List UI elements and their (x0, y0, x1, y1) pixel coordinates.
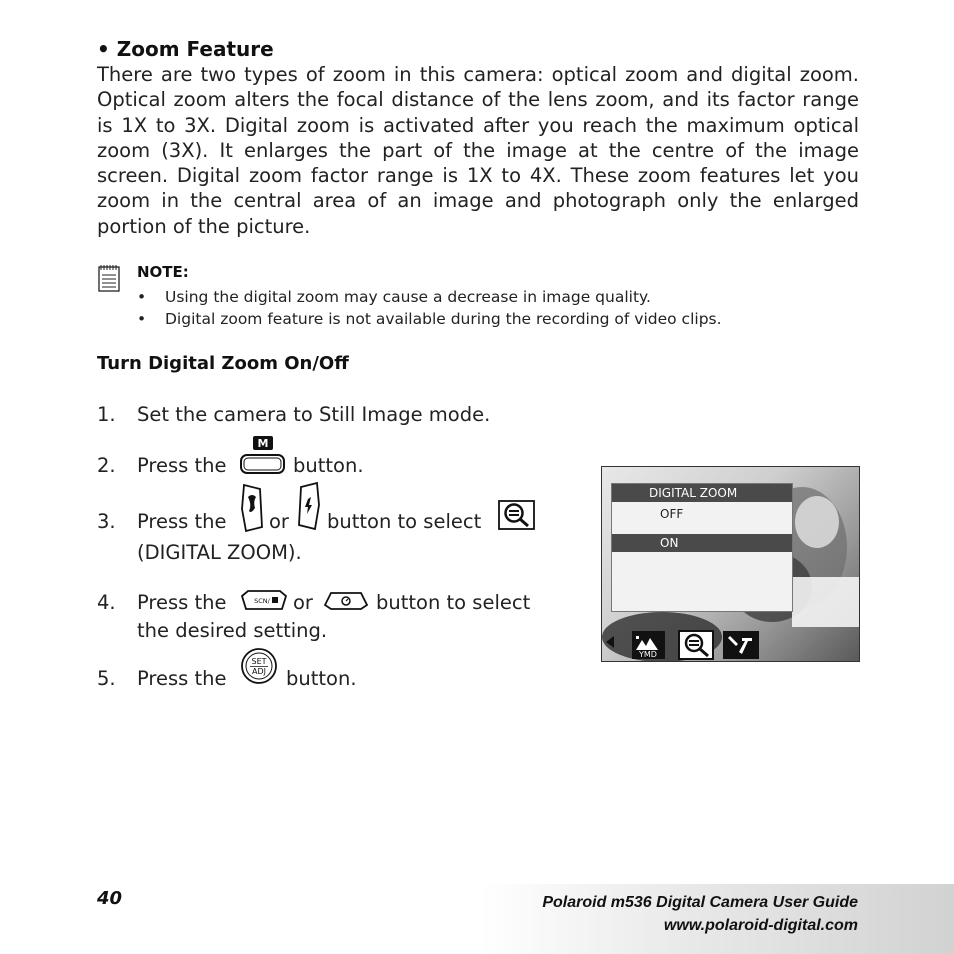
camera-screen-figure (601, 466, 860, 662)
step-text: (DIGITAL ZOOM). (137, 541, 302, 564)
down-button-icon (297, 481, 321, 536)
step-number: 5. (97, 667, 116, 690)
step-text: Set the camera to Still Image mode. (137, 403, 491, 426)
page-number: 40 (97, 888, 123, 909)
set-label: SET (251, 657, 267, 666)
step-text: Press the (137, 667, 227, 690)
left-scn-button-icon (240, 589, 288, 616)
adj-label: ADJ (252, 667, 266, 676)
step-text: Press the (137, 510, 227, 533)
note-icon (98, 264, 120, 292)
option-on-selected[interactable]: ON (612, 534, 792, 552)
menu-title: DIGITAL ZOOM (612, 484, 792, 502)
note-item: Digital zoom feature is not available during the recording of video clips. (165, 310, 722, 328)
menu-key-label: M (257, 437, 269, 450)
step-text: or (269, 510, 289, 533)
option-off[interactable]: OFF (660, 507, 684, 521)
step-text: or (293, 591, 313, 614)
step-text: Press the (137, 591, 227, 614)
guide-title: Polaroid m536 Digital Camera User Guide (542, 894, 858, 911)
note-item: Using the digital zoom may cause a decrease in image quality. (165, 288, 651, 306)
procedure-title: Turn Digital Zoom On/Off (97, 353, 349, 374)
intro-paragraph: There are two types of zoom in this camera: optical zoom and digital zoom. Optical zoom alters the focal distance of the lens zoom, and its factor range is 1X to 3X. Digital zoom is activated after you reach the maximum optical zoom (3X). It enlarges the part of the image at the centre of the image screen. Digital zoom factor range is 1X to 4X. These zoom features let you zoom in the central area of an image and photograph only the enlarged portion of the picture. (97, 63, 859, 238)
step-number: 4. (97, 591, 116, 614)
step-text: button. (286, 667, 357, 690)
step-text: the desired setting. (137, 619, 328, 642)
step-text: Press the (137, 454, 227, 477)
scn-label: SCN/ (254, 597, 270, 605)
bullet-icon: • (137, 288, 147, 306)
section-heading: • Zoom Feature (97, 37, 274, 61)
note-title: NOTE: (137, 263, 189, 281)
step-number: 1. (97, 403, 116, 426)
set-adj-button-icon (240, 647, 278, 690)
screen-tab-bar (602, 630, 859, 661)
step-text: button to select (327, 510, 482, 533)
left-arrow-icon (606, 636, 614, 648)
step-text: button. (293, 454, 364, 477)
up-button-icon (240, 483, 264, 538)
right-timer-button-icon (323, 589, 369, 616)
digital-zoom-menu (611, 483, 793, 612)
menu-button-icon (240, 436, 286, 481)
step-number: 2. (97, 454, 116, 477)
digital-zoom-icon (498, 500, 535, 535)
step-number: 3. (97, 510, 116, 533)
website-url: www.polaroid-digital.com (663, 917, 858, 934)
ymd-label: YMD (639, 650, 657, 659)
bullet-icon: • (137, 310, 147, 328)
step-text: button to select (376, 591, 531, 614)
